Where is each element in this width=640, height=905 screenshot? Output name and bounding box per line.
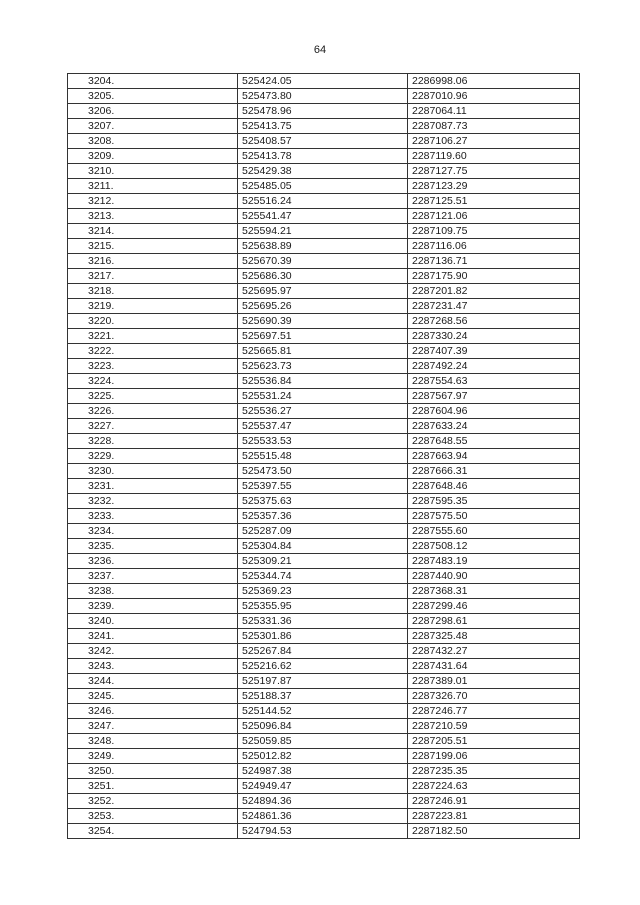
y-coordinate-cell: 2287224.63 bbox=[408, 779, 580, 794]
point-number-cell: 3239. bbox=[68, 599, 238, 614]
point-number-cell: 3230. bbox=[68, 464, 238, 479]
x-coordinate-cell: 525485.05 bbox=[238, 179, 408, 194]
table-row bbox=[68, 599, 580, 614]
point-number-cell: 3218. bbox=[68, 284, 238, 299]
table-row bbox=[68, 659, 580, 674]
y-coordinate-cell: 2287246.77 bbox=[408, 704, 580, 719]
point-number-cell: 3225. bbox=[68, 389, 238, 404]
table-row bbox=[68, 359, 580, 374]
x-coordinate-cell: 525536.27 bbox=[238, 404, 408, 419]
x-coordinate-cell: 525331.36 bbox=[238, 614, 408, 629]
table-row bbox=[68, 494, 580, 509]
x-coordinate-cell: 524794.53 bbox=[238, 824, 408, 839]
x-coordinate-cell: 525690.39 bbox=[238, 314, 408, 329]
y-coordinate-cell: 2287648.55 bbox=[408, 434, 580, 449]
y-coordinate-cell: 2287299.46 bbox=[408, 599, 580, 614]
x-coordinate-cell: 525695.97 bbox=[238, 284, 408, 299]
y-coordinate-cell: 2287087.73 bbox=[408, 119, 580, 134]
x-coordinate-cell: 525059.85 bbox=[238, 734, 408, 749]
y-coordinate-cell: 2287268.56 bbox=[408, 314, 580, 329]
x-coordinate-cell: 525344.74 bbox=[238, 569, 408, 584]
y-coordinate-cell: 2287648.46 bbox=[408, 479, 580, 494]
table-row bbox=[68, 539, 580, 554]
table-row bbox=[68, 554, 580, 569]
table-row bbox=[68, 479, 580, 494]
x-coordinate-cell: 524949.47 bbox=[238, 779, 408, 794]
y-coordinate-cell: 2286998.06 bbox=[408, 74, 580, 89]
y-coordinate-cell: 2287106.27 bbox=[408, 134, 580, 149]
y-coordinate-cell: 2287199.06 bbox=[408, 749, 580, 764]
table-row bbox=[68, 449, 580, 464]
y-coordinate-cell: 2287483.19 bbox=[408, 554, 580, 569]
table-row bbox=[68, 779, 580, 794]
point-number-cell: 3217. bbox=[68, 269, 238, 284]
y-coordinate-cell: 2287432.27 bbox=[408, 644, 580, 659]
y-coordinate-cell: 2287575.50 bbox=[408, 509, 580, 524]
x-coordinate-cell: 525533.53 bbox=[238, 434, 408, 449]
table-row bbox=[68, 509, 580, 524]
y-coordinate-cell: 2287175.90 bbox=[408, 269, 580, 284]
point-number-cell: 3237. bbox=[68, 569, 238, 584]
table-row bbox=[68, 374, 580, 389]
point-number-cell: 3226. bbox=[68, 404, 238, 419]
y-coordinate-cell: 2287064.11 bbox=[408, 104, 580, 119]
y-coordinate-cell: 2287123.29 bbox=[408, 179, 580, 194]
y-coordinate-cell: 2287210.59 bbox=[408, 719, 580, 734]
x-coordinate-cell: 525413.78 bbox=[238, 149, 408, 164]
point-number-cell: 3216. bbox=[68, 254, 238, 269]
point-number-cell: 3243. bbox=[68, 659, 238, 674]
table-row bbox=[68, 674, 580, 689]
y-coordinate-cell: 2287235.35 bbox=[408, 764, 580, 779]
y-coordinate-cell: 2287119.60 bbox=[408, 149, 580, 164]
y-coordinate-cell: 2287330.24 bbox=[408, 329, 580, 344]
table-row bbox=[68, 314, 580, 329]
y-coordinate-cell: 2287325.48 bbox=[408, 629, 580, 644]
x-coordinate-cell: 525369.23 bbox=[238, 584, 408, 599]
y-coordinate-cell: 2287201.82 bbox=[408, 284, 580, 299]
point-number-cell: 3233. bbox=[68, 509, 238, 524]
x-coordinate-cell: 525516.24 bbox=[238, 194, 408, 209]
table-row bbox=[68, 179, 580, 194]
point-number-cell: 3229. bbox=[68, 449, 238, 464]
x-coordinate-cell: 525357.36 bbox=[238, 509, 408, 524]
point-number-cell: 3250. bbox=[68, 764, 238, 779]
y-coordinate-cell: 2287554.63 bbox=[408, 374, 580, 389]
x-coordinate-cell: 524894.36 bbox=[238, 794, 408, 809]
x-coordinate-cell: 525594.21 bbox=[238, 224, 408, 239]
table-row bbox=[68, 794, 580, 809]
table-row bbox=[68, 824, 580, 839]
page-number: 64 bbox=[313, 44, 327, 56]
table-row bbox=[68, 119, 580, 134]
table-row bbox=[68, 74, 580, 89]
point-number-cell: 3234. bbox=[68, 524, 238, 539]
table-row bbox=[68, 89, 580, 104]
point-number-cell: 3244. bbox=[68, 674, 238, 689]
point-number-cell: 3208. bbox=[68, 134, 238, 149]
table-row bbox=[68, 569, 580, 584]
y-coordinate-cell: 2287182.50 bbox=[408, 824, 580, 839]
x-coordinate-cell: 525473.50 bbox=[238, 464, 408, 479]
x-coordinate-cell: 525375.63 bbox=[238, 494, 408, 509]
point-number-cell: 3222. bbox=[68, 344, 238, 359]
x-coordinate-cell: 525478.96 bbox=[238, 104, 408, 119]
x-coordinate-cell: 524861.36 bbox=[238, 809, 408, 824]
point-number-cell: 3220. bbox=[68, 314, 238, 329]
point-number-cell: 3224. bbox=[68, 374, 238, 389]
point-number-cell: 3252. bbox=[68, 794, 238, 809]
table-row bbox=[68, 344, 580, 359]
point-number-cell: 3219. bbox=[68, 299, 238, 314]
point-number-cell: 3236. bbox=[68, 554, 238, 569]
point-number-cell: 3240. bbox=[68, 614, 238, 629]
table-row bbox=[68, 764, 580, 779]
table-row bbox=[68, 419, 580, 434]
y-coordinate-cell: 2287440.90 bbox=[408, 569, 580, 584]
point-number-cell: 3253. bbox=[68, 809, 238, 824]
point-number-cell: 3214. bbox=[68, 224, 238, 239]
table-row bbox=[68, 614, 580, 629]
point-number-cell: 3212. bbox=[68, 194, 238, 209]
y-coordinate-cell: 2287555.60 bbox=[408, 524, 580, 539]
x-coordinate-cell: 525397.55 bbox=[238, 479, 408, 494]
x-coordinate-cell: 525537.47 bbox=[238, 419, 408, 434]
table-row bbox=[68, 239, 580, 254]
y-coordinate-cell: 2287633.24 bbox=[408, 419, 580, 434]
table-row bbox=[68, 404, 580, 419]
x-coordinate-cell: 525188.37 bbox=[238, 689, 408, 704]
point-number-cell: 3247. bbox=[68, 719, 238, 734]
point-number-cell: 3211. bbox=[68, 179, 238, 194]
x-coordinate-cell: 525304.84 bbox=[238, 539, 408, 554]
y-coordinate-cell: 2287205.51 bbox=[408, 734, 580, 749]
x-coordinate-cell: 525429.38 bbox=[238, 164, 408, 179]
point-number-cell: 3209. bbox=[68, 149, 238, 164]
table-row bbox=[68, 734, 580, 749]
point-number-cell: 3228. bbox=[68, 434, 238, 449]
table-row bbox=[68, 134, 580, 149]
table-row bbox=[68, 269, 580, 284]
point-number-cell: 3254. bbox=[68, 824, 238, 839]
point-number-cell: 3232. bbox=[68, 494, 238, 509]
y-coordinate-cell: 2287109.75 bbox=[408, 224, 580, 239]
x-coordinate-cell: 525670.39 bbox=[238, 254, 408, 269]
point-number-cell: 3245. bbox=[68, 689, 238, 704]
y-coordinate-cell: 2287010.96 bbox=[408, 89, 580, 104]
x-coordinate-cell: 525096.84 bbox=[238, 719, 408, 734]
table-row bbox=[68, 389, 580, 404]
y-coordinate-cell: 2287231.47 bbox=[408, 299, 580, 314]
table-row bbox=[68, 149, 580, 164]
x-coordinate-cell: 525536.84 bbox=[238, 374, 408, 389]
coordinates-table bbox=[67, 73, 580, 839]
x-coordinate-cell: 525531.24 bbox=[238, 389, 408, 404]
table-row bbox=[68, 689, 580, 704]
x-coordinate-cell: 525355.95 bbox=[238, 599, 408, 614]
point-number-cell: 3235. bbox=[68, 539, 238, 554]
point-number-cell: 3238. bbox=[68, 584, 238, 599]
y-coordinate-cell: 2287127.75 bbox=[408, 164, 580, 179]
point-number-cell: 3242. bbox=[68, 644, 238, 659]
table-row bbox=[68, 524, 580, 539]
x-coordinate-cell: 524987.38 bbox=[238, 764, 408, 779]
point-number-cell: 3205. bbox=[68, 89, 238, 104]
y-coordinate-cell: 2287223.81 bbox=[408, 809, 580, 824]
table-row bbox=[68, 644, 580, 659]
x-coordinate-cell: 525216.62 bbox=[238, 659, 408, 674]
y-coordinate-cell: 2287431.64 bbox=[408, 659, 580, 674]
point-number-cell: 3221. bbox=[68, 329, 238, 344]
table-row bbox=[68, 629, 580, 644]
x-coordinate-cell: 525287.09 bbox=[238, 524, 408, 539]
x-coordinate-cell: 525541.47 bbox=[238, 209, 408, 224]
point-number-cell: 3227. bbox=[68, 419, 238, 434]
y-coordinate-cell: 2287595.35 bbox=[408, 494, 580, 509]
point-number-cell: 3249. bbox=[68, 749, 238, 764]
y-coordinate-cell: 2287326.70 bbox=[408, 689, 580, 704]
point-number-cell: 3204. bbox=[68, 74, 238, 89]
table-row bbox=[68, 284, 580, 299]
table-row bbox=[68, 254, 580, 269]
y-coordinate-cell: 2287604.96 bbox=[408, 404, 580, 419]
table-row bbox=[68, 704, 580, 719]
y-coordinate-cell: 2287246.91 bbox=[408, 794, 580, 809]
y-coordinate-cell: 2287121.06 bbox=[408, 209, 580, 224]
y-coordinate-cell: 2287298.61 bbox=[408, 614, 580, 629]
x-coordinate-cell: 525144.52 bbox=[238, 704, 408, 719]
table-row bbox=[68, 299, 580, 314]
y-coordinate-cell: 2287136.71 bbox=[408, 254, 580, 269]
point-number-cell: 3241. bbox=[68, 629, 238, 644]
y-coordinate-cell: 2287663.94 bbox=[408, 449, 580, 464]
x-coordinate-cell: 525515.48 bbox=[238, 449, 408, 464]
point-number-cell: 3223. bbox=[68, 359, 238, 374]
point-number-cell: 3248. bbox=[68, 734, 238, 749]
point-number-cell: 3206. bbox=[68, 104, 238, 119]
y-coordinate-cell: 2287508.12 bbox=[408, 539, 580, 554]
x-coordinate-cell: 525424.05 bbox=[238, 74, 408, 89]
y-coordinate-cell: 2287567.97 bbox=[408, 389, 580, 404]
x-coordinate-cell: 525413.75 bbox=[238, 119, 408, 134]
table-row bbox=[68, 104, 580, 119]
x-coordinate-cell: 525267.84 bbox=[238, 644, 408, 659]
table-row bbox=[68, 209, 580, 224]
point-number-cell: 3246. bbox=[68, 704, 238, 719]
x-coordinate-cell: 525623.73 bbox=[238, 359, 408, 374]
y-coordinate-cell: 2287125.51 bbox=[408, 194, 580, 209]
table-row bbox=[68, 719, 580, 734]
x-coordinate-cell: 525473.80 bbox=[238, 89, 408, 104]
x-coordinate-cell: 525697.51 bbox=[238, 329, 408, 344]
table-row bbox=[68, 194, 580, 209]
y-coordinate-cell: 2287389.01 bbox=[408, 674, 580, 689]
point-number-cell: 3213. bbox=[68, 209, 238, 224]
y-coordinate-cell: 2287116.06 bbox=[408, 239, 580, 254]
y-coordinate-cell: 2287492.24 bbox=[408, 359, 580, 374]
x-coordinate-cell: 525301.86 bbox=[238, 629, 408, 644]
table-row bbox=[68, 329, 580, 344]
table-row bbox=[68, 749, 580, 764]
point-number-cell: 3210. bbox=[68, 164, 238, 179]
y-coordinate-cell: 2287368.31 bbox=[408, 584, 580, 599]
point-number-cell: 3231. bbox=[68, 479, 238, 494]
x-coordinate-cell: 525686.30 bbox=[238, 269, 408, 284]
y-coordinate-cell: 2287407.39 bbox=[408, 344, 580, 359]
y-coordinate-cell: 2287666.31 bbox=[408, 464, 580, 479]
table-row bbox=[68, 809, 580, 824]
x-coordinate-cell: 525408.57 bbox=[238, 134, 408, 149]
x-coordinate-cell: 525197.87 bbox=[238, 674, 408, 689]
x-coordinate-cell: 525012.82 bbox=[238, 749, 408, 764]
point-number-cell: 3251. bbox=[68, 779, 238, 794]
x-coordinate-cell: 525309.21 bbox=[238, 554, 408, 569]
x-coordinate-cell: 525638.89 bbox=[238, 239, 408, 254]
point-number-cell: 3215. bbox=[68, 239, 238, 254]
x-coordinate-cell: 525695.26 bbox=[238, 299, 408, 314]
point-number-cell: 3207. bbox=[68, 119, 238, 134]
x-coordinate-cell: 525665.81 bbox=[238, 344, 408, 359]
table-row bbox=[68, 584, 580, 599]
table-row bbox=[68, 434, 580, 449]
table-row bbox=[68, 164, 580, 179]
table-row bbox=[68, 464, 580, 479]
table-row bbox=[68, 224, 580, 239]
